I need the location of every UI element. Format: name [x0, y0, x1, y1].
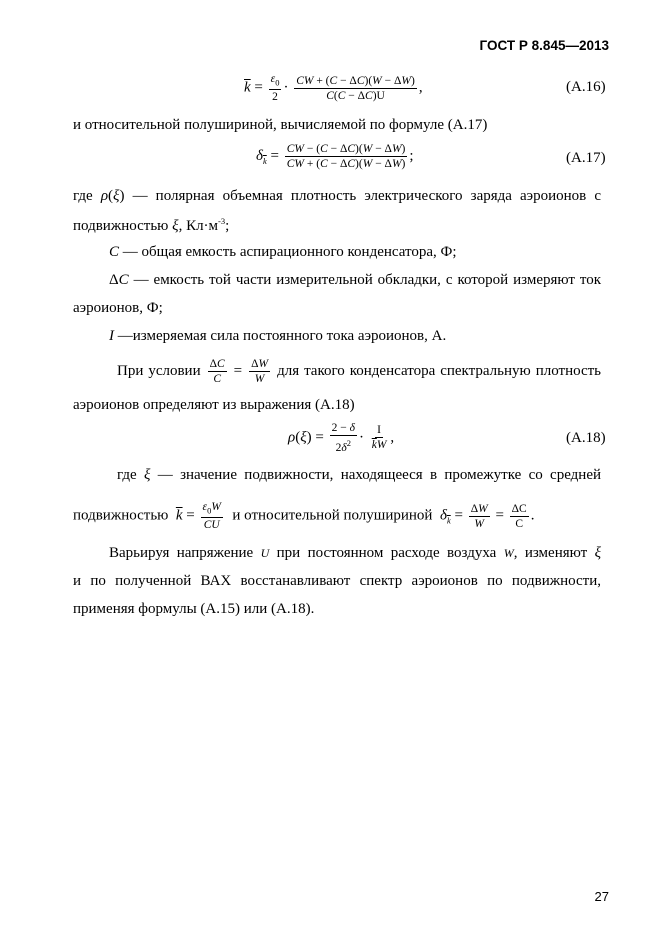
definition-c: C — общая емкость аспирационного конденсатора, Ф; [109, 244, 457, 260]
equation-a18: ρ(ξ) = $\frac{2 - \delta}{2\delta^2}$ · $\frac{I}{\overline{k}W}$ , [288, 422, 395, 454]
page-number: 27 [594, 889, 609, 904]
definition-i: I —измеряемая сила постоянного тока аэроионов, А. [109, 328, 447, 344]
definition-rho-cont: подвижностью ξ, $Кл\cdot м^{-3}$; [73, 216, 230, 234]
condition-line: При условии $\frac{\Delta C}{C}$ = $\frac{\Delta W}{W}$ для такого конденсатора спектральную плотность [117, 358, 602, 385]
paragraph: и по полученной ВАХ восстанавливают спектр аэроионов по подвижности, [73, 573, 601, 589]
equation-number-a18: (А.18) [566, 430, 606, 446]
definition-delta-c-cont: аэроионов, Ф; [73, 300, 163, 316]
equation-number-a16: (А.16) [566, 79, 606, 95]
document-header: ГОСТ Р 8.845—2013 [479, 38, 609, 53]
equation-a17: $\delta_{\overline{k}}$ = $\frac{CW - (C - \Delta C)(W - \Delta W)}{CW + (C - \Delta C)(W - \Delta W)}$ ; [256, 143, 414, 170]
definition-xi: где ξ — значение подвижности, находящееся в промежутке со средней [117, 467, 602, 483]
mobility-line: подвижностью $\overline{k}$ = $\frac{\varepsilon_0W}{CU}$ и относительной полушириной $\delta_{\overline{k}}$ = $\frac{\Delta W}{W}$ = $\frac{\Delta C}{C}$ . [73, 501, 535, 532]
equation-number-a17: (А.17) [566, 150, 606, 166]
definition-rho: где ρ(ξ) — полярная объемная плотность электрического заряда аэроионов с [73, 188, 602, 204]
definition-delta-c: ΔC — емкость той части измерительной обкладки, с которой измеряют ток [109, 272, 602, 288]
variation-line: Варьируя напряжение U при постоянном расходе воздуха W, изменяют ξ [109, 545, 602, 561]
paragraph: аэроионов определяют из выражения (А.18) [73, 397, 355, 413]
paragraph: и относительной полушириной, вычисляемой по формуле (А.17) [73, 117, 488, 133]
equation-a16: $\overline{k}$ = $\frac{\varepsilon_0}{2}$ · $\frac{CW + (C - \Delta C)(W - \Delta W)}{C(C - \Delta C)U}$ , [244, 73, 423, 104]
paragraph: применяя формулы (А.15) или (А.18). [73, 601, 315, 617]
